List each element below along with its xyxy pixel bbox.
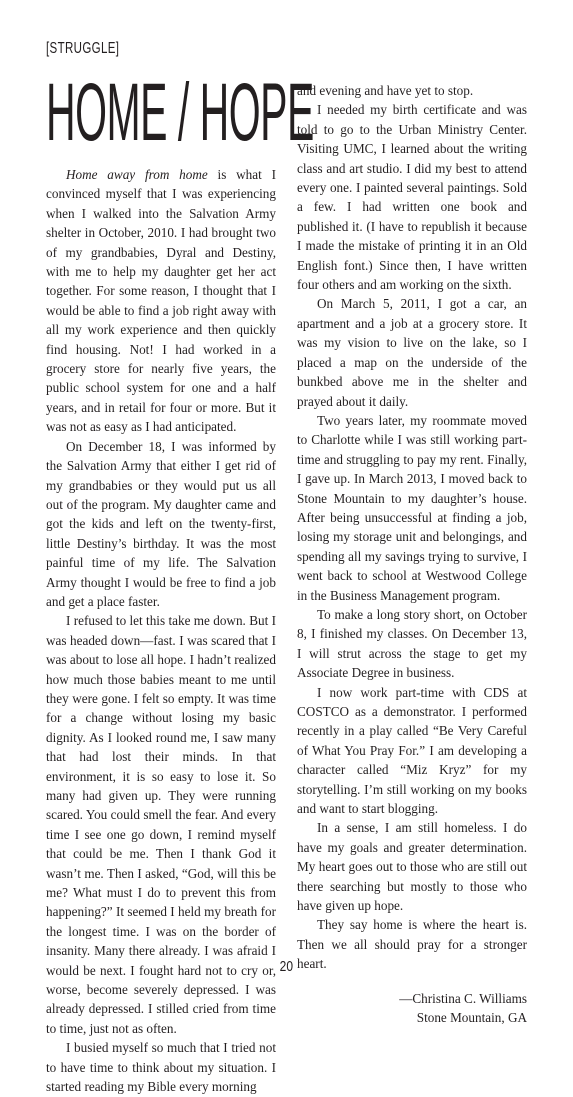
- article-title: HOME / HOPE: [46, 67, 314, 158]
- paragraph: I now work part-time with CDS at COSTCO as a demonstrator. I performed recently in a play called “Be Very Careful of What You Pray For.” I am developing a character called “Miz Kryz” for my storytelling. I’m still working on my books and want to start blogging.: [297, 684, 527, 817]
- author-location: Stone Mountain, GA: [416, 1010, 527, 1026]
- paragraph: On December 18, I was informed by the Salvation Army that either I get rid of my grandbabies or they would put us all out of the program. My daughter came and got the kids and left on the twenty-first, little Destiny’s birthday. It was the most painful time of my life. The Salvation Army thought I would be free to find a job and get a place faster.: [46, 438, 276, 609]
- lead-italic: Home away from home: [66, 167, 208, 182]
- paragraph-text: is what I convinced myself that I was experiencing when I walked into the Salvation Army shelter in October, 2010. I had brought two of my grandbabies, Dyral and Destiny, with me to help my daughter get her act together. For some reason, I thought that I would be able to find a job right away with all my work experience and then quickly find housing. Not! I had worked in a grocery store for nearly five years, the public school system for one and a half years, and in retail for four or more. But it was not as easy as I had anticipated.: [46, 167, 276, 435]
- right-column: [297, 81, 527, 1028]
- page-number-text: 20: [279, 958, 294, 975]
- paragraph: They say home is where the heart is. Then we all should pray for a stronger heart.: [297, 917, 527, 972]
- paragraph: To make a long story short, on October 8, I finished my classes. On December 13, I will strut across the stage to get my Associate Degree in business.: [297, 606, 527, 681]
- page-number: [0, 958, 573, 975]
- paragraph: In a sense, I am still homeless. I do have my goals and greater determination. My heart goes out to those who are still out there searching but mostly to those who have given up hope.: [297, 820, 527, 914]
- author-signature: [297, 989, 527, 1028]
- paragraph: [46, 165, 276, 437]
- paragraph-continued: and evening and have yet to stop.: [297, 83, 474, 98]
- author-name: —Christina C. Williams: [399, 990, 527, 1006]
- section-tag: [STRUGGLE]: [46, 40, 120, 57]
- paragraph: I busied myself so much that I tried not to have time to think about my situation. I started reading my Bible every morning: [46, 1040, 276, 1095]
- paragraph: I refused to let this take me down. But I was headed down—fast. I was scared that I was about to lose all hope. I hadn’t realized how much those babies meant to me until they were gone. I felt so empty. It was time for a change without losing my basic dignity. As I looked round me, I saw many that had lost their minds. In that environment, it is so easy to lose it. So many had given up. They were running scared. You could smell the fear. And every time I see one go down, I remind myself that could be me. Then I thank God it wasn’t me. Then I asked, “God, will this be me? What must I do to prevent this from happening?” It seemed I held my breath for the longest time. I was on the border of insanity. Many there already. I was afraid I would be next. I fought hard not to cry or, worse, become severely depressed. I was already depressed. I stilled cried from time to time, just not as often.: [46, 613, 276, 1036]
- paragraph: I needed my birth certificate and was told to go to the Urban Ministry Center. Visiting UMC, I learned about the writing class and art studio. I did my best to attend every one. I painted several paintings. Sold a few. I had written one book and published it. (I have to republish it because I made the mistake of printing it in an Old English font.) Since then, I have written four others and am working on the sixth.: [297, 102, 527, 293]
- left-column: [46, 165, 276, 1097]
- paragraph: Two years later, my roommate moved to Charlotte while I was still working part-time and struggling to pay my rent. Finally, I gave up. In March 2013, I moved back to Stone Mountain to my daughter’s house. After being unsuccessful at finding a job, losing my storage unit and belongings, and spending all my savings trying to survive, I went back to school at Westwood College in the Business Management program.: [297, 412, 527, 603]
- paragraph: On March 5, 2011, I got a car, an apartment and a job at a grocery store. It was my vision to live on the lake, so I placed a map on the underside of the bunkbed above me in the shelter and prayed about it daily.: [297, 296, 527, 409]
